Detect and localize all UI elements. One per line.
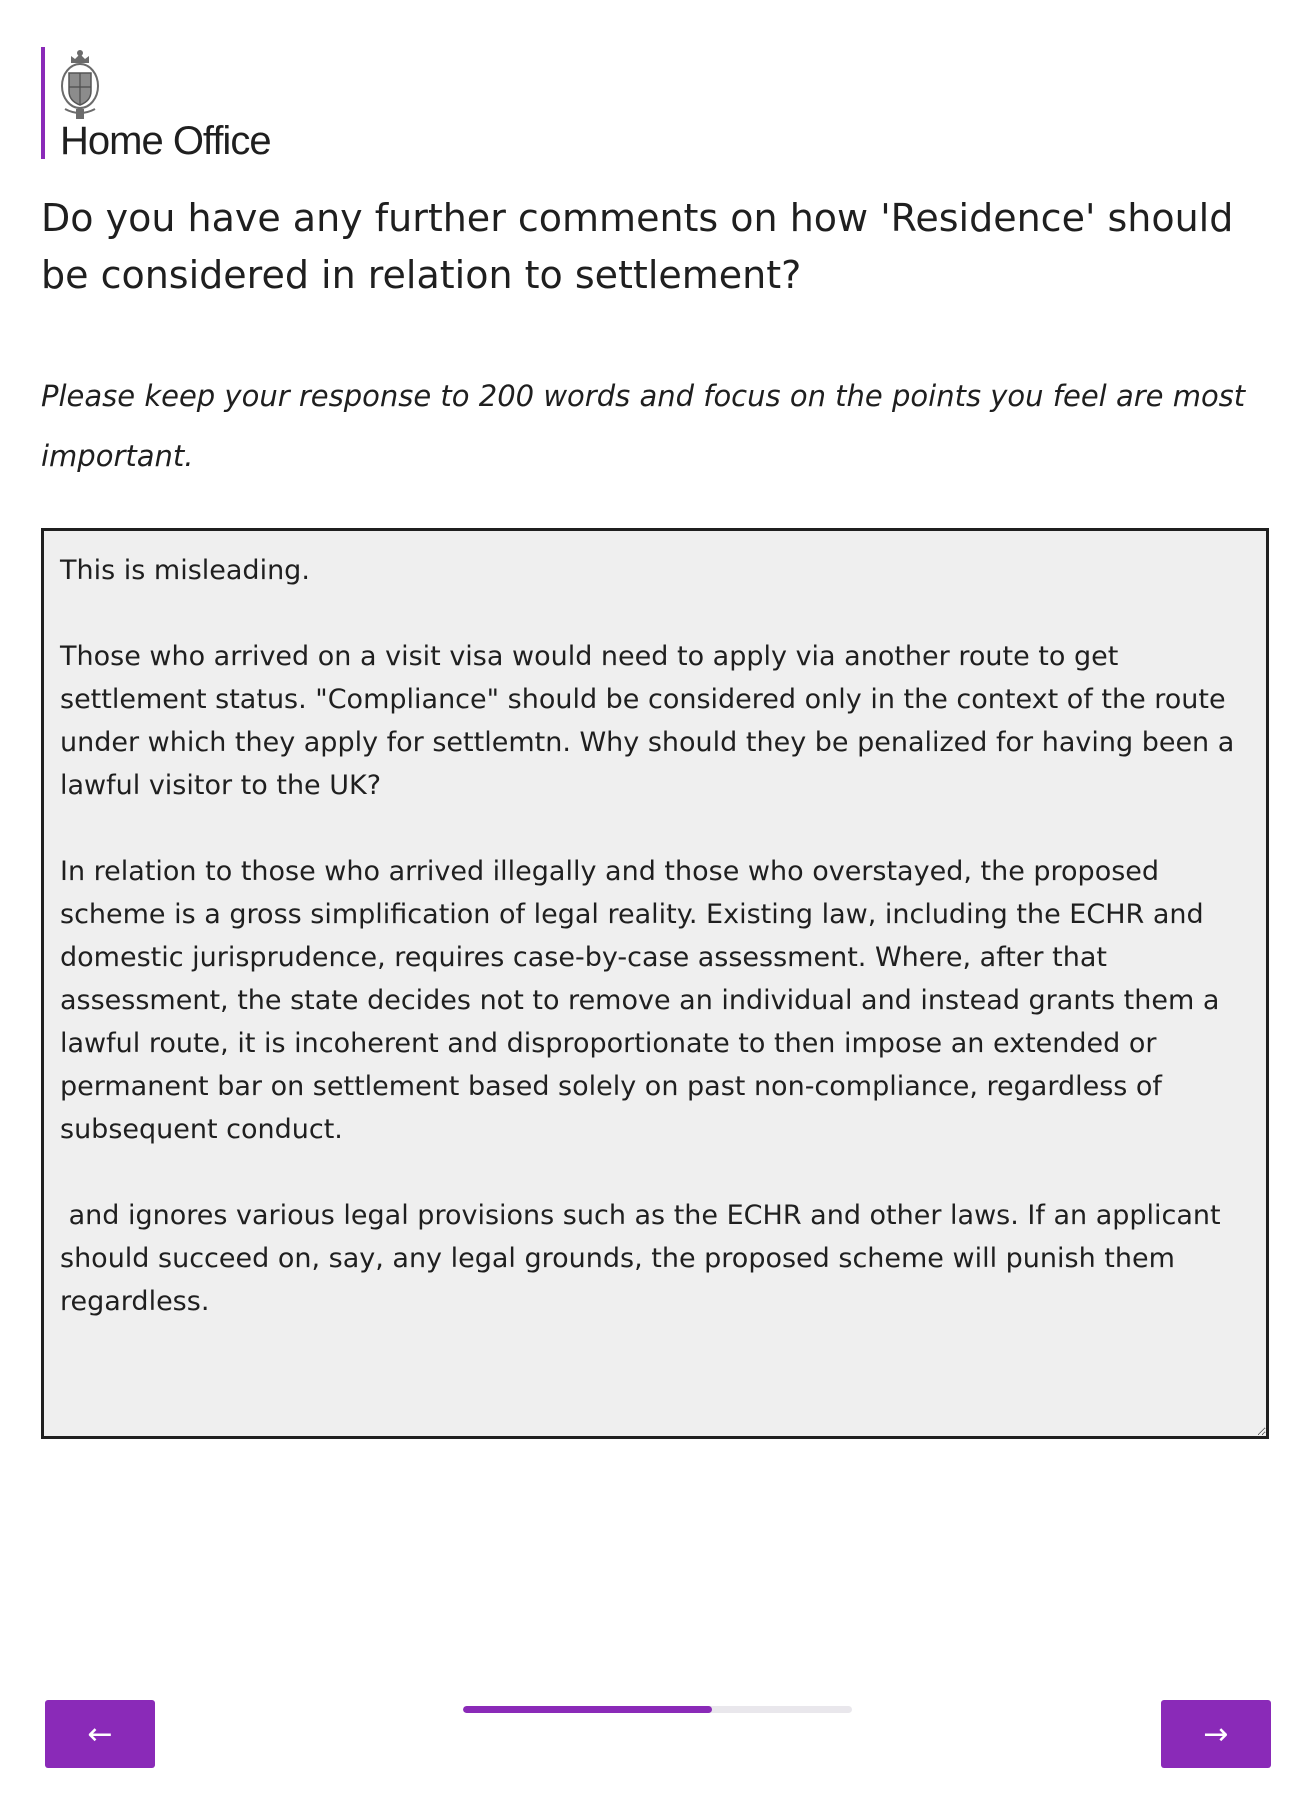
next-button[interactable] <box>1161 1700 1271 1768</box>
home-office-logo <box>41 47 341 162</box>
question-hint: Please keep your response to 200 words and focus on the points you feel are most important. <box>41 379 1246 473</box>
arrow-left-icon: ← <box>87 1716 113 1752</box>
back-button[interactable] <box>45 1700 155 1768</box>
logo-accent-bar <box>41 47 45 159</box>
org-name: Home Office <box>60 119 271 163</box>
progress-bar <box>463 1706 852 1713</box>
question-title: Do you have any further comments on how 'Residence' should be considered in relation to settlement? <box>41 196 1234 297</box>
royal-crest-icon <box>59 47 101 121</box>
arrow-right-icon: → <box>1203 1716 1229 1752</box>
comment-textarea[interactable] <box>41 528 1269 1439</box>
progress-bar-fill <box>463 1706 712 1713</box>
